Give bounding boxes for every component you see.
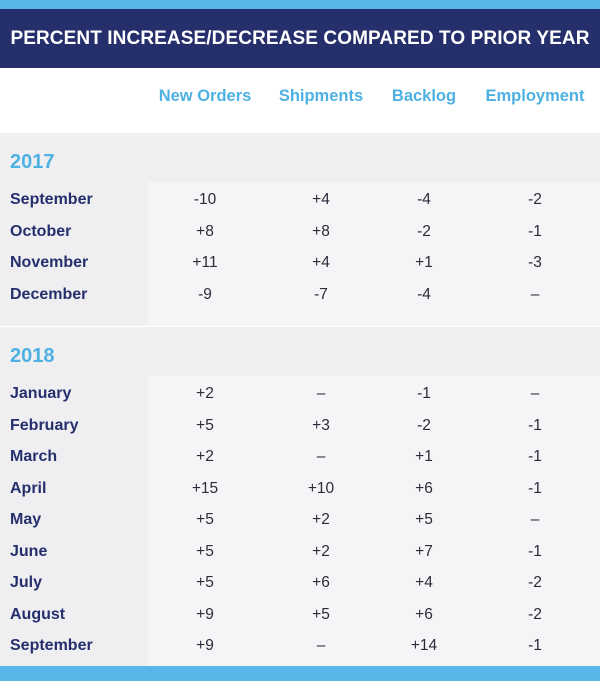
table-row — [0, 540, 600, 564]
month-label: February — [10, 416, 79, 434]
value-cell: +6 — [415, 605, 433, 623]
table-row — [0, 188, 600, 212]
value-cell: +2 — [312, 511, 330, 528]
month-label: November — [10, 254, 89, 271]
bottom-accent-stripe — [0, 666, 600, 681]
month-label: September — [10, 637, 93, 654]
value-cell: -2 — [528, 605, 542, 623]
value-cell: – — [530, 285, 540, 303]
column-header: Shipments — [278, 87, 364, 105]
column-header: Employment — [485, 87, 585, 105]
table-row — [0, 603, 600, 627]
value-cell: -9 — [198, 285, 212, 303]
value-cell: +8 — [196, 222, 214, 240]
value-cell: +9 — [196, 637, 214, 654]
value-cell: +1 — [415, 254, 433, 271]
value-cell: +1 — [415, 448, 433, 465]
value-cell: – — [530, 385, 540, 402]
value-cell: +7 — [415, 542, 433, 560]
value-cell: +5 — [312, 605, 330, 623]
table-title: PERCENT INCREASE/DECREASE COMPARED TO PRIOR YEAR — [0, 9, 600, 68]
table-row — [0, 251, 600, 275]
month-label: March — [10, 448, 58, 465]
column-header: Backlog — [391, 87, 457, 105]
value-cell: +6 — [312, 574, 330, 591]
value-cell: +8 — [312, 222, 330, 240]
value-cell: +4 — [415, 574, 433, 591]
value-cell: +14 — [410, 637, 438, 654]
value-cell: -1 — [528, 637, 542, 654]
value-cell: -1 — [417, 385, 431, 402]
table-row — [0, 477, 600, 501]
value-cell: – — [316, 448, 326, 465]
value-cell: -2 — [528, 574, 542, 591]
column-header: New Orders — [158, 87, 252, 105]
top-accent-stripe — [0, 0, 600, 9]
table-row — [0, 445, 600, 469]
value-cell: +2 — [312, 542, 330, 560]
month-label: October — [10, 222, 72, 240]
month-label: May — [10, 511, 42, 528]
table-row — [0, 634, 600, 658]
table-row — [0, 283, 600, 307]
month-label: April — [10, 479, 47, 497]
value-cell: -1 — [528, 416, 542, 434]
month-label: August — [10, 605, 66, 623]
value-cell: +5 — [196, 416, 214, 434]
value-cell: -2 — [417, 222, 431, 240]
value-cell: – — [316, 385, 326, 402]
value-cell: – — [316, 637, 326, 654]
value-cell: +5 — [196, 574, 214, 591]
month-label: June — [10, 542, 48, 560]
value-cell: -10 — [193, 191, 217, 208]
value-cell: +5 — [415, 511, 433, 528]
year-label: 2017 — [10, 151, 55, 173]
table-row — [0, 571, 600, 595]
value-cell: +6 — [415, 479, 433, 497]
value-cell: -7 — [314, 285, 328, 303]
value-cell: +11 — [192, 254, 218, 271]
value-cell: – — [530, 511, 540, 528]
value-cell: +5 — [196, 542, 214, 560]
value-cell: +10 — [307, 479, 335, 497]
value-cell: +9 — [196, 605, 214, 623]
value-cell: +4 — [312, 191, 330, 208]
value-cell: +15 — [191, 479, 219, 497]
month-label: July — [10, 574, 43, 591]
value-cell: +2 — [196, 448, 214, 465]
value-cell: +4 — [312, 254, 330, 271]
value-cell: -1 — [528, 479, 542, 497]
month-label: January — [10, 385, 72, 402]
table-row — [0, 508, 600, 532]
month-label: September — [10, 191, 93, 208]
value-cell: -2 — [528, 191, 542, 208]
value-cell: -2 — [417, 416, 431, 434]
value-cell: -4 — [417, 191, 431, 208]
year-label: 2018 — [10, 345, 55, 367]
table-row — [0, 382, 600, 406]
value-cell: +2 — [196, 385, 214, 402]
value-cell: -1 — [528, 448, 542, 465]
value-cell: +5 — [196, 511, 214, 528]
table-row — [0, 414, 600, 438]
month-label: December — [10, 285, 88, 303]
table-row — [0, 220, 600, 244]
value-cell: -3 — [528, 254, 542, 271]
value-cell: +3 — [312, 416, 330, 434]
value-cell: -1 — [528, 222, 542, 240]
value-cell: -4 — [417, 285, 431, 303]
value-cell: -1 — [528, 542, 542, 560]
